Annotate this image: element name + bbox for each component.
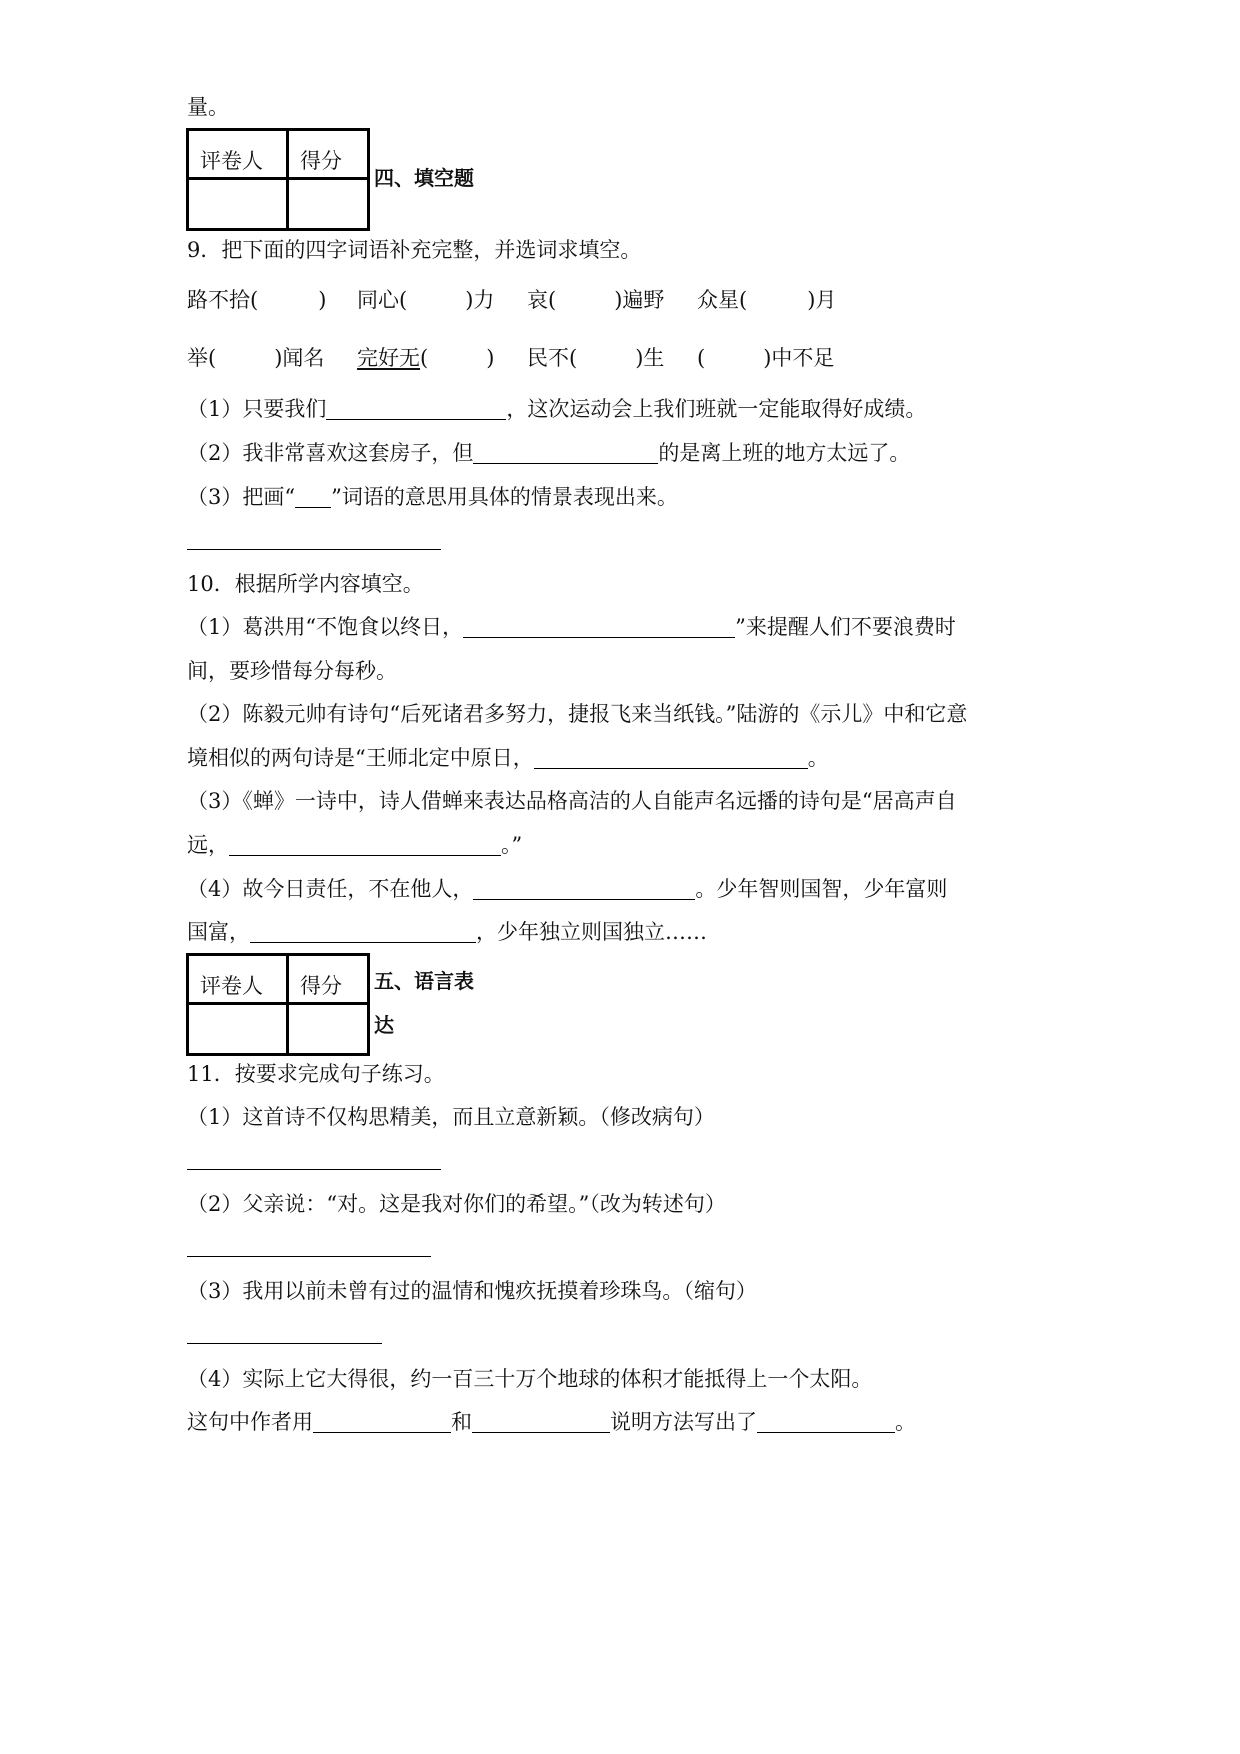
idiom-item: ( )中不足 — [697, 346, 835, 370]
answer-blank[interactable] — [463, 617, 735, 638]
score-cell[interactable] — [288, 179, 369, 230]
answer-blank[interactable] — [534, 748, 808, 769]
sub-question: （1）这首诗不仅构思精美，而且立意新颖。（修改病句） — [187, 1105, 715, 1129]
sub-question-cont: 远， 。” — [187, 833, 523, 857]
idiom-item: 众星( )月 — [697, 288, 837, 312]
answer-blank[interactable] — [313, 1412, 451, 1433]
answer-line[interactable] — [187, 549, 441, 550]
reviewer-label: 评卷人 — [200, 974, 263, 998]
answer-blank[interactable] — [250, 922, 476, 943]
sub-question: （3）我用以前未曾有过的温情和愧疚抚摸着珍珠鸟。（缩句） — [187, 1279, 757, 1303]
grader-box — [186, 953, 370, 1056]
answer-blank[interactable] — [472, 1412, 610, 1433]
reviewer-cell[interactable] — [188, 179, 288, 230]
section-title: 四、填空题 — [374, 166, 474, 190]
answer-blank[interactable] — [757, 1412, 895, 1433]
score-label: 得分 — [300, 974, 342, 998]
reviewer-label: 评卷人 — [200, 149, 263, 173]
sub-question-cont: 间，要珍惜每分每秒。 — [187, 659, 397, 683]
sub-question-cont: 境相似的两句诗是“王师北定中原日， 。 — [187, 746, 829, 770]
question-stem: 11．按要求完成句子练习。 — [187, 1062, 445, 1086]
idiom-item: 哀( )遍野 — [527, 288, 665, 312]
sub-question: （2）我非常喜欢这套房子，但 的是离上班的地方太远了。 — [187, 441, 911, 465]
idiom-item: 路不拾( ) — [187, 288, 327, 312]
answer-line[interactable] — [187, 1343, 382, 1344]
idiom-item: 同心( )力 — [357, 288, 495, 312]
reviewer-cell[interactable] — [188, 1004, 288, 1055]
score-cell[interactable] — [288, 1004, 369, 1055]
section-title: 五、语言表 — [374, 969, 474, 993]
idiom-item: 完好无( ) — [357, 346, 495, 370]
continued-text: 量。 — [187, 95, 229, 119]
sub-question: （4）故今日责任，不在他人， 。少年智则国智，少年富则 — [187, 877, 948, 901]
answer-blank[interactable] — [473, 443, 658, 464]
question-stem: 10．根据所学内容填空。 — [187, 572, 424, 596]
sub-question: （1）葛洪用“不饱食以终日， ”来提醒人们不要浪费时 — [187, 615, 956, 639]
sub-question: （4）实际上它大得很，约一百三十万个地球的体积才能抵得上一个太阳。 — [187, 1367, 873, 1391]
underline-mark — [295, 487, 331, 508]
idiom-item: 举( )闻名 — [187, 346, 325, 370]
sub-question-cont: 这句中作者用 和 说明方法写出了 。 — [187, 1410, 916, 1434]
sub-question: （3）《蝉》一诗中，诗人借蝉来表达品格高洁的人自能声名远播的诗句是“居高声自 — [187, 789, 957, 813]
marked-word: 完好无 — [357, 346, 420, 370]
grader-box — [186, 128, 370, 231]
sub-question: （1）只要我们 ，这次运动会上我们班就一定能取得好成绩。 — [187, 397, 927, 421]
sub-question: （2）陈毅元帅有诗句“后死诸君多努力，捷报飞来当纸钱。”陆游的《示儿》中和它意 — [187, 702, 968, 726]
score-label: 得分 — [300, 149, 342, 173]
sub-question: （3）把画“ ”词语的意思用具体的情景表现出来。 — [187, 485, 678, 509]
idiom-item: 民不( )生 — [527, 346, 665, 370]
sub-question: （2）父亲说：“对。这是我对你们的希望。”（改为转述句） — [187, 1192, 726, 1216]
question-stem: 9．把下面的四字词语补充完整，并选词求填空。 — [187, 238, 642, 262]
answer-blank[interactable] — [473, 879, 695, 900]
answer-blank[interactable] — [229, 835, 501, 856]
answer-blank[interactable] — [326, 399, 506, 420]
section-title-cont: 达 — [374, 1013, 394, 1037]
sub-question-cont: 国富， ，少年独立则国独立…… — [187, 920, 707, 944]
answer-line[interactable] — [187, 1169, 441, 1170]
answer-line[interactable] — [187, 1256, 431, 1257]
